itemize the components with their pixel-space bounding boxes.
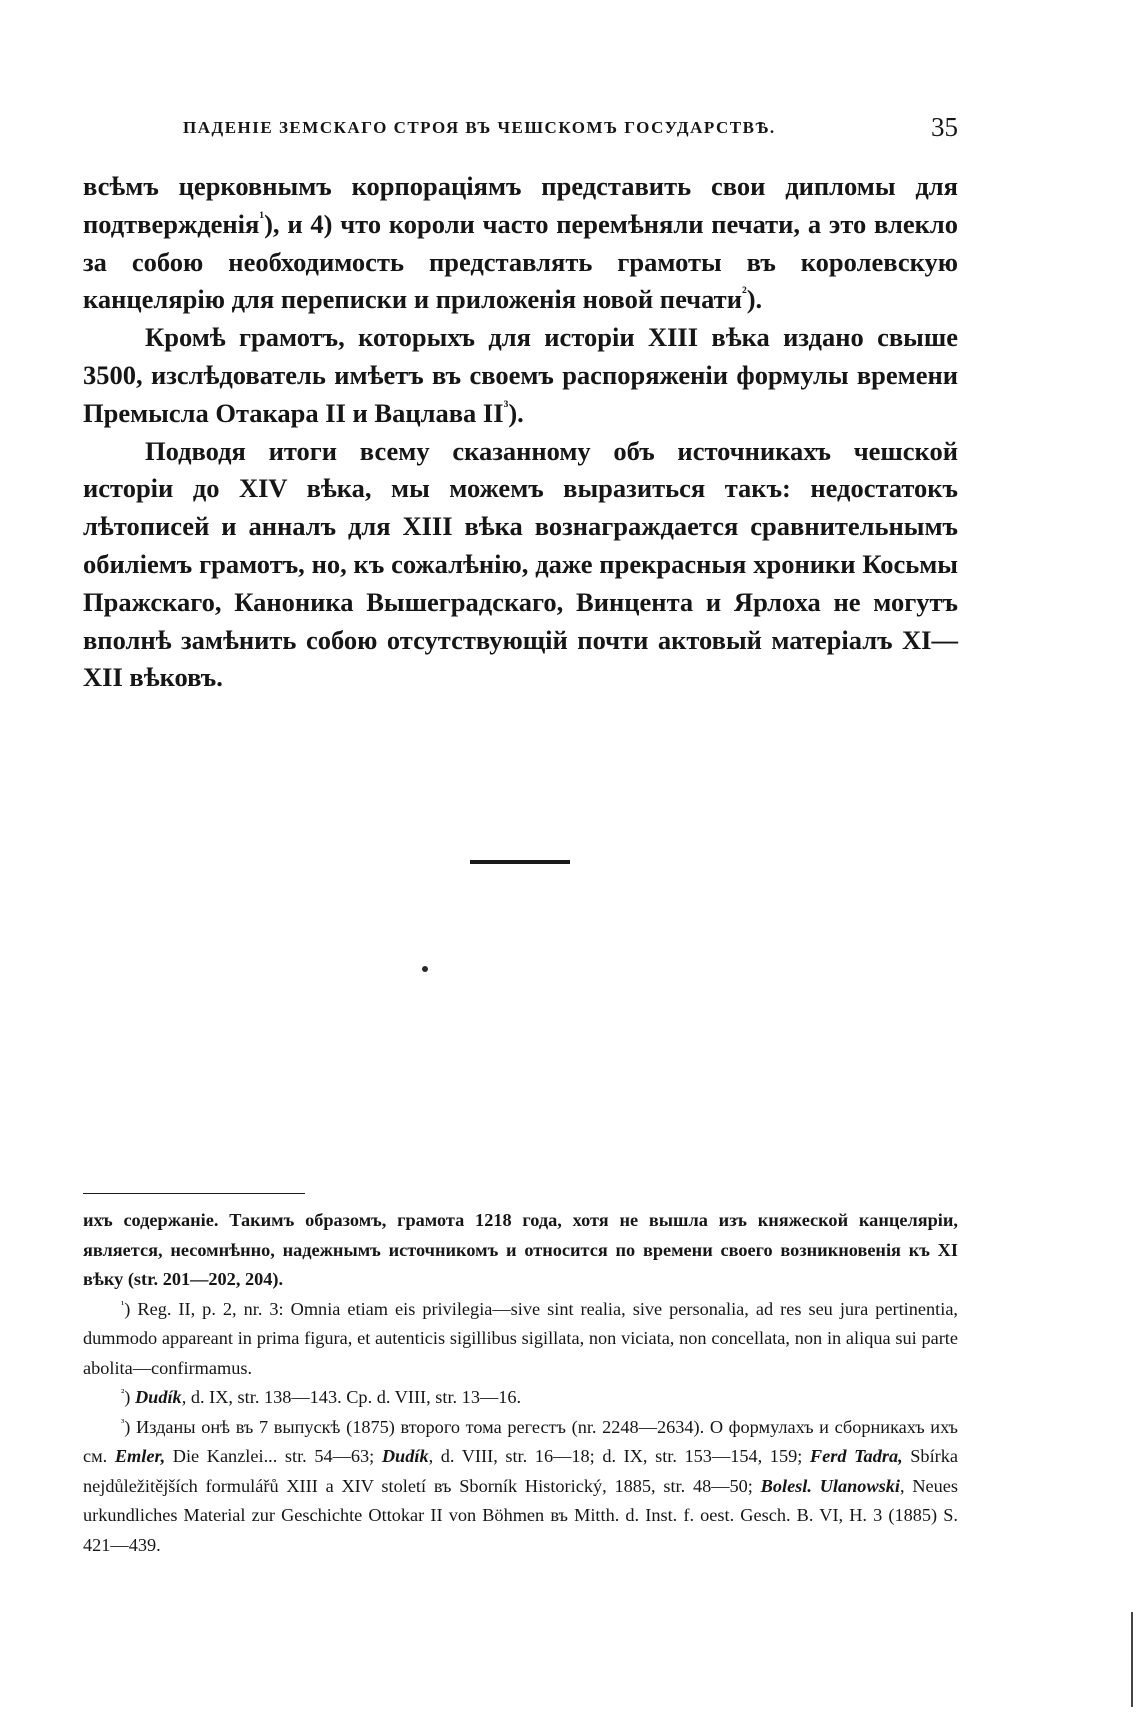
print-speck xyxy=(422,966,428,972)
footnote-ref-3: ³ xyxy=(503,398,509,416)
footnote-3 xyxy=(83,1413,958,1561)
footnote-3-author-3: Ferd Tadra, xyxy=(809,1446,903,1466)
paragraph-1-text-c: ). xyxy=(746,284,763,315)
footnote-2 xyxy=(83,1383,958,1413)
footnote-continuation: ихъ содержаніе. Такимъ образомъ, грамота 1218 года, хотя не вышла изъ княжеской канцеляріи, является, несомнѣнно, надежнымъ источникомъ и относится по времени своего возникновенія къ XI вѣку (str. 201—202, 204). xyxy=(83,1210,958,1289)
footnote-2-author: Dudík xyxy=(134,1387,182,1407)
paragraph-2 xyxy=(83,319,958,432)
paragraph-3: Подводя итоги всему сказанному объ источникахъ чешской исторіи до XIV вѣка, мы можемъ выразиться такъ: недостатокъ лѣтописей и анналъ для XIII вѣка вознаграждается сравнительнымъ обиліемъ грамотъ, но, къ сожалѣнію, даже прекрасныя хроники Косьмы Пражскаго, Каноника Вышеградскаго, Винцента и Ярлоха не могутъ вполнѣ замѣнить собою отсутствующій почти актовый матеріалъ XI—XII вѣковъ. xyxy=(83,435,958,693)
footnote-3-text-1: ) Изданы онѣ въ 7 выпускѣ (1875) второго тома регестъ (nr. 2248—2634). О формулахъ и сборникахъ ихъ см. xyxy=(83,1416,958,1466)
footnote-3-author-1: Emler, xyxy=(114,1446,166,1466)
running-title: ПАДЕНІЕ ЗЕМСКАГО СТРОЯ ВЪ ЧЕШСКОМЪ ГОСУДАРСТВѢ. xyxy=(183,118,776,137)
paragraph-2-text-b: ). xyxy=(508,397,524,428)
footnote-1-mark: ¹ xyxy=(121,1298,125,1311)
footnote-3-mark: ³ xyxy=(121,1416,125,1429)
footnote-3-author-2: Dudík xyxy=(381,1446,429,1466)
paragraph-2-text-a: Кромѣ грамотъ, которыхъ для исторіи XIII вѣка издано свыше 3500, изслѣдователь имѣетъ въ своемъ распоряженіи формулы времени Премысла Отакара II и Вацлава II xyxy=(83,322,958,428)
footnote-3-author-4: Bolesl. Ulanowski xyxy=(760,1475,900,1496)
section-end-rule xyxy=(470,860,570,864)
footnote-3-text-2: Die Kanzlei... str. 54—63; xyxy=(165,1446,382,1466)
footnote-2-mark: ² xyxy=(121,1386,125,1399)
footnote-2-close: ) xyxy=(124,1387,135,1407)
footnote-ref-1: ¹ xyxy=(259,209,265,227)
footnote-3-text-4: Sbírka nejdůležitějších formulářů XIII a XIV století въ Sborník Historický, 1885, str. 48—50; xyxy=(83,1446,958,1496)
footnote-2-text: , d. IX, str. 138—143. Cp. d. VIII, str. 13—16. xyxy=(181,1387,522,1407)
footnote-1-text: ) Reg. II, p. 2, nr. 3: Omnia etiam eis privilegia—sive sint realia, sive personalia, ad res seu jura pertinentia, dummodo appareant in prima figura, et autenticis sigillibus sigillata, non viciata, non concellata, non in aliqua sui parte abolita—confirmamus. xyxy=(83,1298,958,1378)
footnote-separator xyxy=(83,1193,305,1194)
footnote-3-text-3: , d. VIII, str. 16—18; d. IX, str. 153—154, 159; xyxy=(428,1446,810,1466)
paragraph-1 xyxy=(83,168,958,319)
footnote-3-text-5: , Neues urkundliches Material zur Geschichte Ottokar II von Böhmen въ Mitth. d. Inst. f. oest. Gesch. B. VI, H. 3 (1885) S. 421—439. xyxy=(83,1475,959,1555)
paragraph-1-text-a: всѣмъ церковнымъ корпораціямъ представить свои дипломы для подтвержденія xyxy=(83,171,958,239)
footnotes xyxy=(83,1206,958,1560)
footnote-1 xyxy=(83,1295,958,1384)
main-text xyxy=(83,168,958,697)
paragraph-1-text-b: ), и 4) что короли часто перемѣняли печати, а это влекло за собою необходимость представлять грамоты въ королевскую канцелярію для переписки и приложенія новой печати xyxy=(83,208,958,315)
margin-mark xyxy=(1131,1612,1133,1707)
running-header xyxy=(83,112,958,146)
page-number: 35 xyxy=(931,112,958,142)
footnote-ref-2: ² xyxy=(741,285,747,303)
